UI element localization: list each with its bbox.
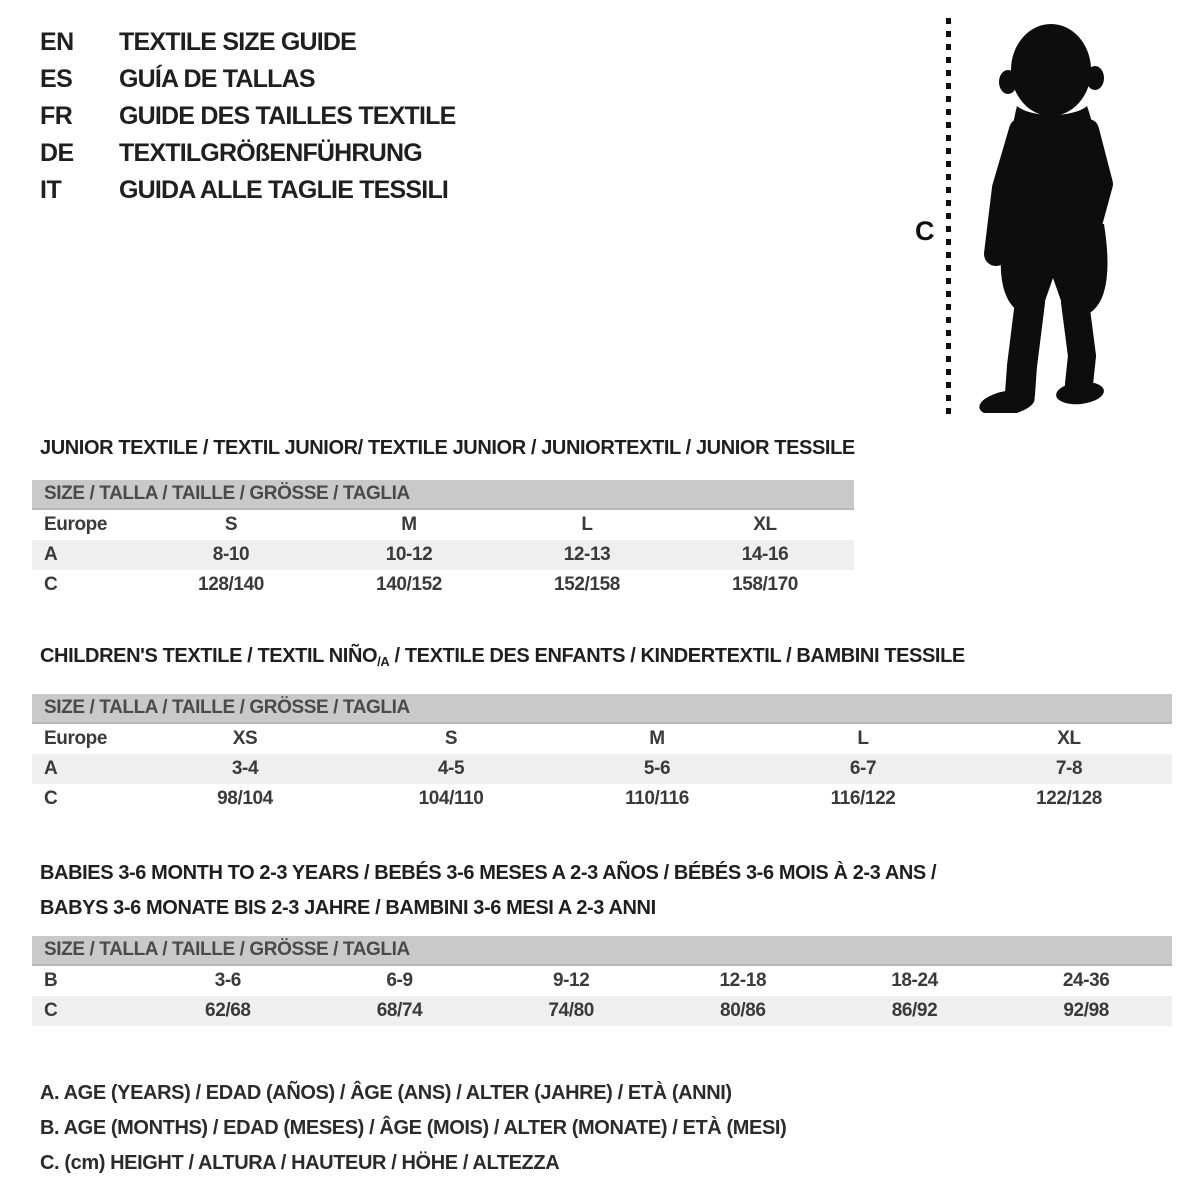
section-children: [32, 644, 1172, 814]
table-row: [32, 784, 1172, 814]
language-title: TEXTILGRÖßENFÜHRUNG: [119, 139, 422, 167]
table-cell: XL: [1057, 728, 1081, 749]
row-label: A: [44, 758, 58, 779]
height-measure-figure: [895, 14, 1180, 426]
table-cell: 8-10: [212, 544, 250, 565]
measure-label-c: C: [915, 216, 935, 246]
language-title: GUIDE DES TAILLES TEXTILE: [119, 102, 456, 130]
table-cell: 10-12: [385, 544, 433, 565]
table-cell: 110/116: [625, 788, 689, 809]
legend-line: C. (cm) HEIGHT / ALTURA / HAUTEUR / HÖHE / ALTEZZA: [40, 1152, 560, 1174]
table-cell: 122/128: [1036, 788, 1102, 809]
table-row: [32, 724, 1172, 754]
heading-text: /A: [377, 654, 390, 669]
language-code: EN: [40, 28, 74, 56]
size-header-bar: SIZE / TALLA / TAILLE / GRÖSSE / TAGLIA: [32, 936, 1172, 966]
row-label: C: [44, 1000, 58, 1021]
table-cell: M: [401, 514, 417, 535]
table-cell: 4-5: [437, 758, 465, 779]
dashed-measure-line: [946, 18, 951, 418]
row-label: Europe: [44, 514, 108, 535]
table-cell: 6-9: [386, 970, 413, 991]
heading-text: BABYS 3-6 MONATE BIS 2-3 JAHRE / BAMBINI 3-6 MESI A 2-3 ANNI: [40, 897, 656, 919]
table-cell: 14-16: [741, 544, 789, 565]
section-babies: [32, 856, 1172, 1026]
table-cell: 80/86: [720, 1000, 766, 1021]
table-cell: S: [444, 728, 458, 749]
row-label: B: [44, 970, 58, 991]
language-row: [40, 61, 456, 98]
legend: [40, 1076, 1172, 1181]
size-table: [32, 694, 1172, 814]
table-cell: 140/152: [376, 574, 442, 595]
table-cell: XS: [232, 728, 258, 749]
size-header-bar: SIZE / TALLA / TAILLE / GRÖSSE / TAGLIA: [32, 480, 854, 510]
table-row: [32, 966, 1172, 996]
table-cell: 116/122: [830, 788, 896, 809]
row-label: Europe: [44, 728, 108, 749]
size-table: [32, 936, 1172, 1026]
legend-line: B. AGE (MONTHS) / EDAD (MESES) / ÂGE (MOIS) / ALTER (MONATE) / ETÀ (MESI): [40, 1117, 787, 1139]
language-code: DE: [40, 139, 74, 167]
table-cell: 152/158: [554, 574, 620, 595]
heading-text: / TEXTILE DES ENFANTS / KINDERTEXTIL / BAMBINI TESSILE: [389, 645, 965, 667]
table-cell: 7-8: [1055, 758, 1083, 779]
table-row: [32, 540, 854, 570]
table-cell: 68/74: [376, 1000, 423, 1021]
table-cell: S: [224, 514, 238, 535]
table-row: [32, 754, 1172, 784]
table-cell: 104/110: [418, 788, 484, 809]
heading-text: BABIES 3-6 MONTH TO 2-3 YEARS / BEBÉS 3-6 MESES A 2-3 AÑOS / BÉBÉS 3-6 MOIS À 2-3 ANS /: [40, 862, 937, 884]
table-cell: 128/140: [198, 574, 264, 595]
row-label: A: [44, 544, 58, 565]
table-cell: 62/68: [205, 1000, 251, 1021]
table-cell: 158/170: [732, 574, 798, 595]
section-junior: [32, 436, 1172, 600]
section-heading: [40, 644, 1172, 674]
table-row: [32, 510, 854, 540]
section-heading: [40, 856, 1172, 891]
language-row: [40, 135, 456, 172]
table-cell: 9-12: [552, 970, 590, 991]
language-title: GUIDA ALLE TAGLIE TESSILI: [119, 176, 449, 204]
language-row: [40, 172, 456, 209]
size-table: [32, 480, 854, 600]
table-cell: 92/98: [1063, 1000, 1109, 1021]
table-cell: 74/80: [548, 1000, 594, 1021]
table-cell: L: [581, 514, 593, 535]
row-label: C: [44, 574, 58, 595]
table-cell: 86/92: [891, 1000, 938, 1021]
table-cell: 5-6: [643, 758, 671, 779]
table-cell: 12-13: [563, 544, 611, 565]
table-cell: 24-36: [1062, 970, 1110, 991]
table-cell: L: [857, 728, 869, 749]
language-row: [40, 98, 456, 135]
table-cell: 3-6: [214, 970, 241, 991]
table-cell: 98/104: [217, 788, 273, 809]
language-code: IT: [40, 176, 62, 204]
toddler-silhouette-icon: [963, 18, 1133, 413]
table-cell: 3-4: [231, 758, 259, 779]
language-code: FR: [40, 102, 73, 130]
size-header-bar: SIZE / TALLA / TAILLE / GRÖSSE / TAGLIA: [32, 694, 1172, 724]
language-title: GUÍA DE TALLAS: [119, 65, 315, 93]
table-cell: XL: [753, 514, 777, 535]
heading-text: JUNIOR TEXTILE / TEXTIL JUNIOR/ TEXTILE JUNIOR / JUNIORTEXTIL / JUNIOR TESSILE: [40, 437, 855, 459]
table-cell: M: [649, 728, 665, 749]
table-row: [32, 570, 854, 600]
language-title: TEXTILE SIZE GUIDE: [119, 28, 357, 56]
table-cell: 18-24: [891, 970, 938, 991]
language-list: [40, 24, 456, 209]
sections: [32, 430, 1172, 1181]
heading-text: CHILDREN'S TEXTILE / TEXTIL NIÑO: [40, 645, 378, 667]
table-row: [32, 996, 1172, 1026]
table-cell: 6-7: [849, 758, 877, 779]
row-label: C: [44, 788, 58, 809]
section-heading: [40, 891, 1172, 926]
language-code: ES: [40, 65, 73, 93]
legend-line: A. AGE (YEARS) / EDAD (AÑOS) / ÂGE (ANS) / ALTER (JAHRE) / ETÀ (ANNI): [40, 1082, 732, 1104]
table-cell: 12-18: [719, 970, 767, 991]
section-heading: [40, 436, 1172, 460]
language-row: [40, 24, 456, 61]
